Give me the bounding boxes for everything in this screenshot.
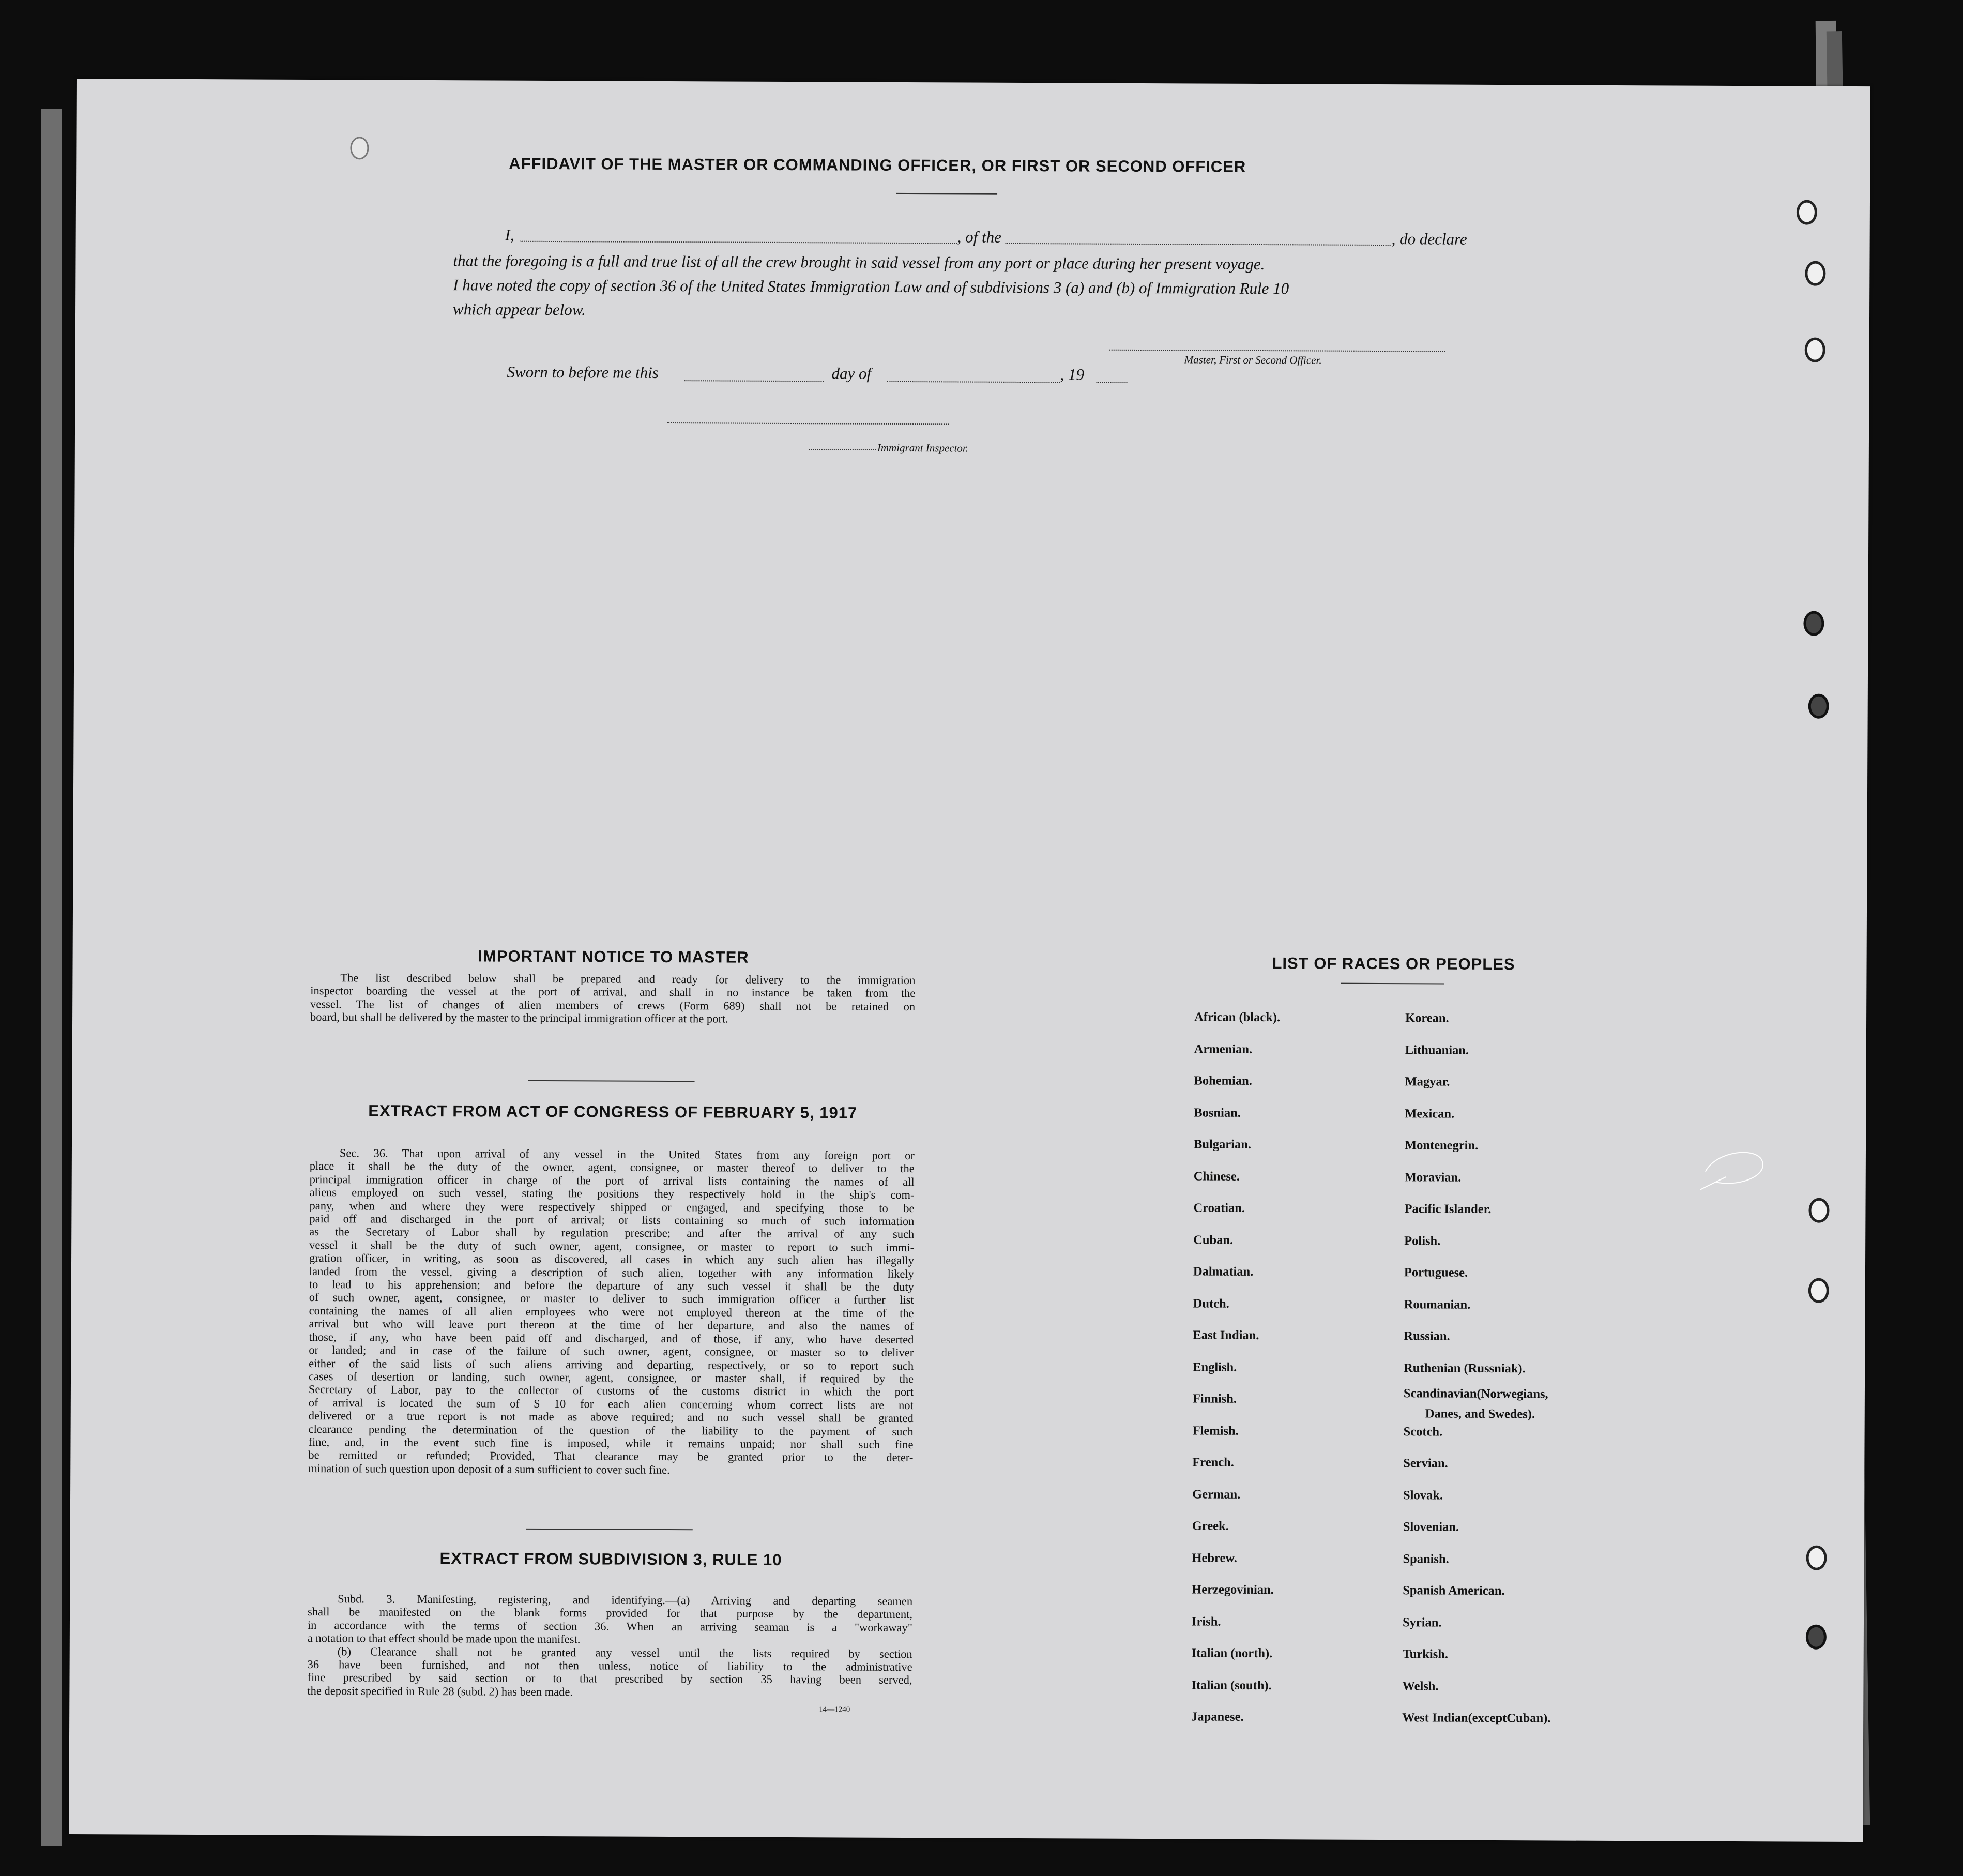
race-item: Bulgarian. [1193,1137,1252,1152]
race-item: Korean. [1405,1011,1449,1025]
race-item: Montenegrin. [1404,1138,1479,1153]
race-item: Portuguese. [1404,1265,1468,1280]
affidavit-title: AFFIDAVIT OF THE MASTER OR COMMANDING OFFICER, OR FIRST OR SECOND OFFICER [509,154,1246,176]
rule-line: the deposit specified in Rule 28 (subd. 2) has been made. [307,1684,573,1699]
act-line: Sec. 36. That upon arrival of any vessel in the United States from any foreign port or [339,1146,915,1162]
act-line: Secretary of Labor, pay to the collector of customs of the customs district in which the port [308,1383,914,1399]
rule-line: Subd. 3. Manifesting, registering, and identifying.—(a) Arriving and departing seamen [338,1592,913,1608]
race-item: Armenian. [1194,1041,1253,1056]
notice-body [310,971,915,1026]
sworn-month-line [887,381,1060,383]
act-line: of such owner, agent, consignee, or master to deliver to such immigration officer a further list [309,1291,914,1307]
race-item: Danes, and Swedes). [1425,1406,1535,1421]
vessel-fill-line [1006,243,1391,246]
act-line: mination of such question upon deposit of a sum sufficient to cover such fine. [308,1461,670,1476]
act-line: arrival but who will leave port thereon at the time of her departure, and also the names of [309,1317,914,1333]
race-item: Spanish. [1403,1551,1449,1566]
form-number: 14—1240 [819,1705,850,1714]
act-line: paid off and discharged in the port of arrival; or lists containing so much of such information [309,1212,915,1228]
race-item: Polish. [1404,1233,1441,1248]
act-line: gration officer, in writing, as soon as discovered, all cases in which any such alien has illegally [309,1251,915,1267]
race-item: Moravian. [1404,1170,1462,1185]
rule-line: 36 have been furnished, and not then unless, notice of liability to the administrative [307,1658,912,1674]
race-item: Herzegovinian. [1192,1582,1274,1597]
sworn-text-b: day of [831,364,872,383]
race-item: Scotch. [1403,1424,1443,1439]
race-item: Irish. [1191,1614,1221,1629]
affidavit-line-1b: , of the [957,228,1002,246]
race-item: Syrian. [1402,1615,1442,1630]
race-item: Italian (south). [1191,1677,1272,1692]
inspector-caption: Immigrant Inspector. [877,441,969,455]
race-item: Mexican. [1405,1106,1455,1121]
race-item: African (black). [1194,1010,1281,1025]
notice-line: The list described below shall be prepared and ready for delivery to the immigration [340,971,916,987]
rule-line: fine prescribed by said section or to that prescribed by section 35 having been served, [307,1671,912,1687]
inspector-line [667,422,949,425]
sworn-day-line [684,380,824,382]
race-item: Finnish. [1192,1391,1237,1406]
race-item: Lithuanian. [1405,1042,1469,1057]
section-divider [528,1080,695,1082]
race-item: Russian. [1404,1329,1450,1343]
punch-hole [1808,694,1829,719]
act-line: pany, when and where they were respectively shipped or engaged, and specifying those to be [309,1199,915,1215]
rule-line: shall be manifested on the blank forms provided for that purpose by the department, [308,1605,913,1621]
race-item: Bohemian. [1194,1073,1252,1088]
races-right-column [77,79,1870,86]
rule-line: a notation to that effect should be made upon the manifest. [307,1631,581,1646]
races-title: LIST OF RACES OR PEOPLES [1272,954,1515,974]
name-fill-line [521,241,957,244]
race-item: Bosnian. [1194,1105,1241,1120]
race-item: Dalmatian. [1193,1264,1254,1279]
act-line: fine, and, in the event such fine is imposed, while it remains unpaid; nor shall such fine [308,1435,914,1451]
punch-hole [1805,261,1825,286]
race-item: Servian. [1403,1456,1448,1471]
race-item: Slovenian. [1403,1520,1459,1534]
race-item: Hebrew. [1192,1550,1237,1565]
act-line: of arrival is located the sum of $ 10 for each alien concerning whom correct lists are not [308,1396,914,1412]
document-page [69,79,1870,1842]
inspector-line-2 [809,449,876,450]
race-item: Cuban. [1193,1232,1234,1247]
affidavit-line-2: that the foregoing is a full and true list of all the crew brought in said vessel from any port or place during her present voyage. [453,251,1265,274]
race-item: French. [1192,1455,1234,1470]
notice-title: IMPORTANT NOTICE TO MASTER [478,947,749,966]
signature-caption: Master, First or Second Officer. [1184,353,1322,367]
act-extract-title: EXTRACT FROM ACT OF CONGRESS OF FEBRUARY 5, 1917 [368,1101,858,1122]
notice-line: board, but shall be delivered by the master to the principal immigration officer at the port. [310,1010,728,1025]
affidavit-line-1a: I, [505,225,514,244]
act-line: be remitted or refunded; Provided, That clearance may be granted prior to the deter- [308,1448,914,1464]
affidavit-line-1c: , do declare [1391,230,1467,248]
rule-extract-title: EXTRACT FROM SUBDIVISION 3, RULE 10 [439,1549,782,1569]
sworn-text-a: Sworn to before me this [507,362,659,382]
punch-hole [1808,1278,1829,1303]
race-item: East Indian. [1193,1328,1259,1343]
punch-hole [1805,338,1825,362]
act-line: landed from the vessel, giving a description of such alien, together with any information likely [309,1264,914,1280]
act-line: those, if any, who have been paid off and discharged, and of those, if any, who have deserted [309,1330,914,1346]
punch-hole [1806,1546,1827,1570]
rule-line: (b) Clearance shall not be granted any vessel until the lists required by section [337,1644,912,1660]
race-item: Japanese. [1191,1709,1244,1724]
race-item: Turkish. [1402,1647,1449,1661]
race-item: Spanish American. [1403,1583,1505,1598]
punch-hole [1797,200,1817,225]
rule-line: in accordance with the terms of section 36. When an arriving seaman is a "workaway" [307,1618,913,1634]
act-line: clearance pending the determination of the question of the liability to the payment of such [308,1422,914,1438]
act-line: place it shall be the duty of the owner, agent, consignee, or master thereof to deliver to the [309,1159,915,1175]
race-item: Welsh. [1402,1678,1439,1693]
race-item: Slovak. [1403,1488,1443,1503]
race-item: Ruthenian (Russniak). [1404,1360,1526,1375]
punch-hole [1803,611,1824,636]
races-left-column [77,79,1870,86]
pencil-scribble [1695,1141,1773,1198]
notice-line: vessel. The list of changes of alien members of crews (Form 689) shall not be retained on [310,997,916,1013]
race-item: Scandinavian(Norwegians, [1403,1386,1548,1401]
race-item: German. [1192,1487,1241,1502]
affidavit-line-4: which appear below. [452,300,586,319]
title-underline [896,193,997,195]
underlying-page-edge [41,109,62,1846]
rule-extract-body [307,1592,912,1700]
act-line: to lead to his apprehension; and before the departure of any such vessel it shall be the duty [309,1278,914,1294]
act-line: aliens employed on such vessel, stating the positions they respectively hold in the ship's com- [309,1186,915,1202]
race-item: Flemish. [1192,1423,1239,1438]
race-item: Magyar. [1405,1075,1450,1089]
race-item: Italian (north). [1191,1646,1273,1661]
act-line: vessel it shall be the duty of such owner, agent, consignee, or master to report to such immi- [309,1238,915,1254]
race-item: Greek. [1192,1519,1229,1533]
title-underline [1341,983,1444,985]
act-line: or landed; and in case of the failure of such owner, agent, consignee, or master so to deliver [309,1343,914,1359]
act-line: delivered or a true report is not made as above required; and no such vessel shall be granted [308,1409,914,1425]
race-item: Dutch. [1193,1296,1229,1311]
sworn-text-c: , 19 [1060,365,1085,384]
section-divider [526,1529,693,1530]
act-line: either of the said lists of such aliens arriving and departing, respectively, or so to report such [309,1356,914,1372]
act-extract-body [308,1146,915,1477]
act-line: containing the names of all alien employees who were not employed thereon at the time of the [309,1304,914,1320]
sworn-year-line [1096,382,1127,383]
punch-hole [1808,1198,1829,1223]
race-item: English. [1193,1359,1237,1374]
race-item: Roumanian. [1404,1297,1471,1312]
act-line: as the Secretary of Labor shall by regulation prescribe; and after the arrival of any such [309,1225,915,1241]
signature-line [1109,350,1445,352]
act-line: cases of desertion or landing, such owner, agent, consignee, or master shall, if required by the [309,1369,914,1385]
race-item: Chinese. [1193,1169,1240,1184]
race-item: Croatian. [1193,1201,1245,1215]
affidavit-line-3: I have noted the copy of section 36 of the United States Immigration Law and of subdivisions 3 (a) and (b) of Immigration Rule 10 [453,276,1289,298]
race-item: West Indian(exceptCuban). [1402,1711,1551,1726]
notice-line: inspector boarding the vessel at the port of arrival, and shall in no instance be taken from the [310,984,916,1000]
punch-hole [350,137,369,159]
punch-hole [1806,1625,1827,1650]
race-item: Pacific Islander. [1404,1202,1492,1216]
act-line: principal immigration officer in charge of the port of arrival lists containing the names of all [309,1172,915,1188]
